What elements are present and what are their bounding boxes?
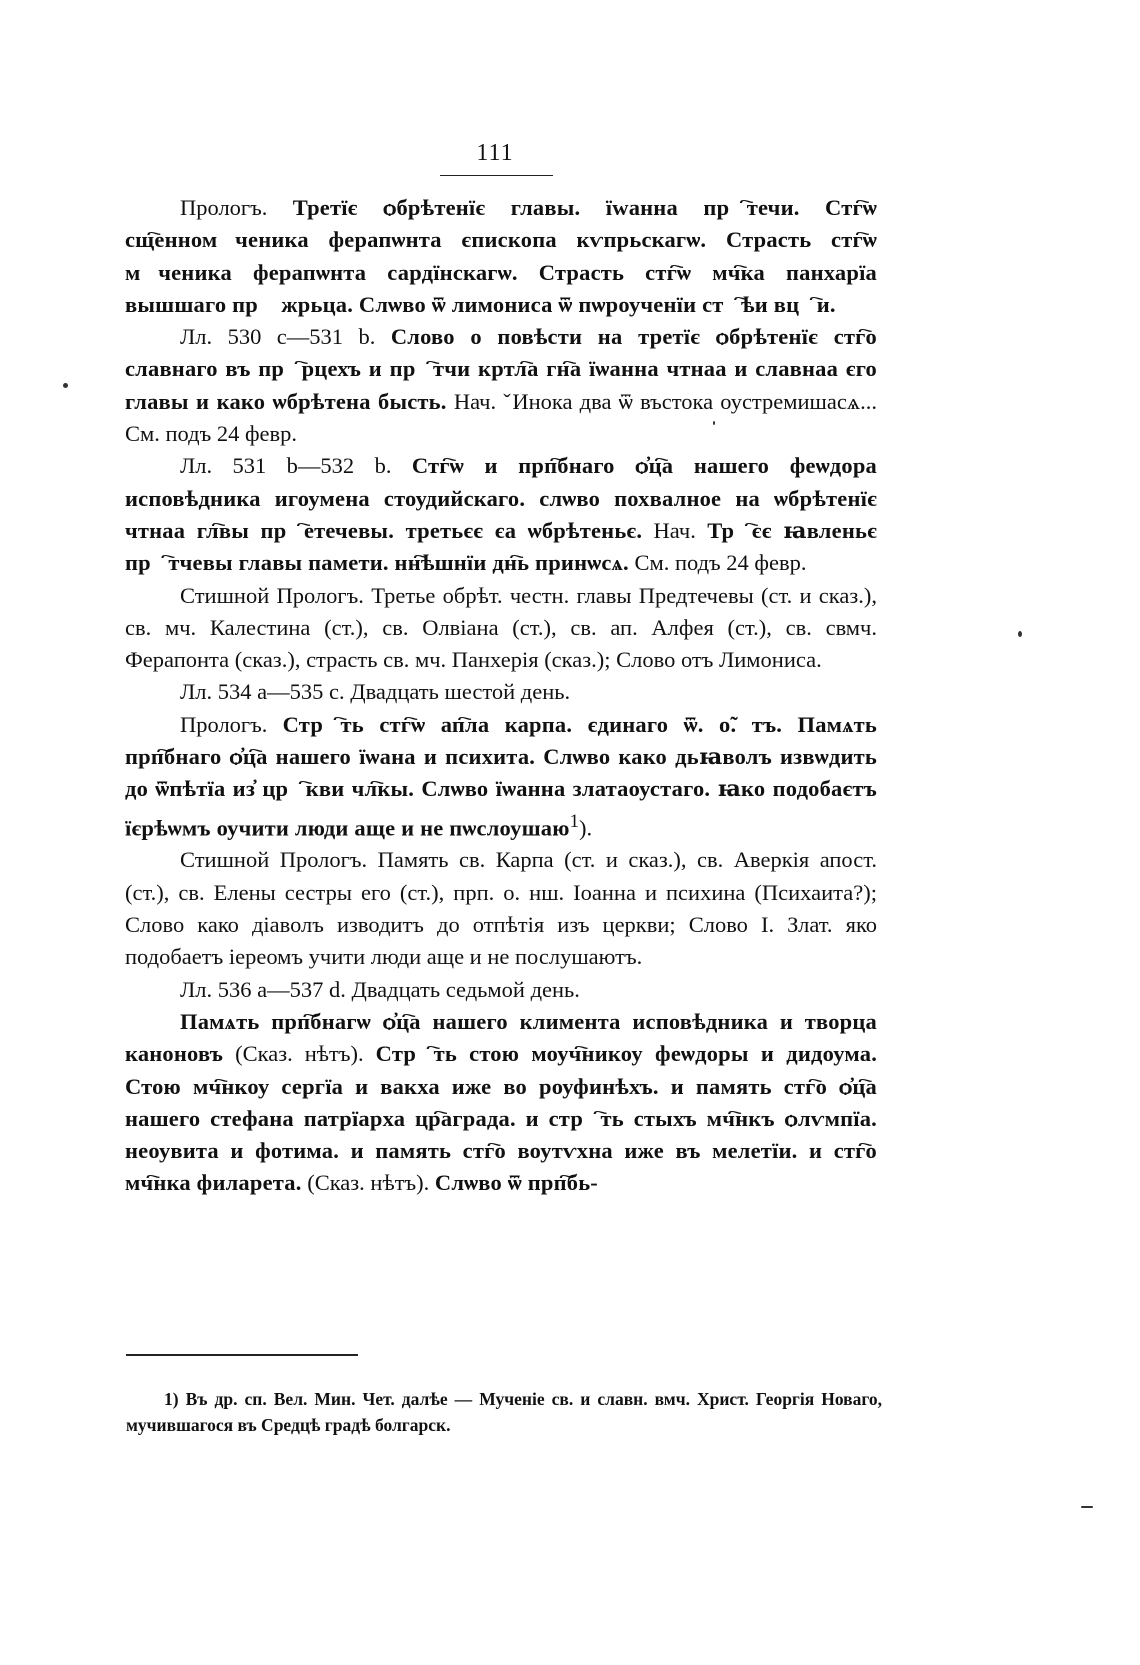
footnote-mark: 1)	[164, 1389, 179, 1409]
paragraph-text: Память св. Карпа (ст. и сказ.), св. Аверкiя апост. (ст.), св. Елены сестры его (ст.), прп. о. нш. Iоанна и психина (Психаита?); Слово како дiаволъ изводитъ до отпѣтiя изъ церкви; Слово I. Злат. яко подобаетъ iереомъ учити люди аще и не послушаютъ.	[125, 847, 877, 970]
footnote-text: Въ др. сп. Вел. Мин. Чет. далѣе — Мученiе св. и славн. вмч. Христ. Георгiя Новаго, мучившагося въ Средцѣ градѣ болгарск.	[126, 1389, 882, 1435]
page-number-rule	[440, 175, 553, 176]
paragraph-stishnoy-prolog-1	[125, 580, 877, 677]
paragraph-text: (Сказ. нѣтъ).	[235, 1041, 364, 1067]
paragraph-folio-530	[125, 321, 877, 450]
paragraph-tail: Нач. ˇИнока два ѿ въстока оустремишасѧ... См. подъ 24 февр.	[125, 388, 878, 447]
church-slavonic-text: Памѧть прп҇бнагѡ ѻ҆ц҇а нашего климента исповѣдника и творца каноновъ	[125, 1008, 877, 1067]
paragraph-folio-534	[125, 676, 877, 708]
paragraph-text: Третье обрѣт. честн. главы Предтечевы (ст. и сказ.), св. мч. Калестина (ст.), св. Олвiана (ст.), св. ап. Алфея (ст.), св. свмч. Ферапонта (сказ.), страсть св. мч. Панхерiя (сказ.); Слово отъ Лимониса.	[125, 582, 877, 673]
paragraph-text-after: ).	[579, 815, 593, 841]
paragraph-lead: Лл. 531 b—532 b.	[180, 453, 392, 479]
paragraph-tail-lead: Нач.	[653, 517, 696, 543]
paragraph-prolog-2	[125, 709, 877, 845]
church-slavonic-text: Слово о повѣсти на третїє ѻбрѣтенїє стг҇о славнаго въ прⷪ҇рцехъ и прⷮ҇тчи кртл҇а гн҇а їѡанна чтнаа и славнаа єго главы и како ѡбрѣтена бысть.	[125, 324, 877, 414]
page-number: 111	[476, 140, 514, 166]
paragraph-folio-536	[125, 974, 877, 1006]
paragraph-folio-531	[125, 450, 877, 579]
church-slavonic-text: Стрⷮ҇ть стг҇ѡ ап҇ла карпа. єдинаго ѿ. о̃. тъ. Памѧть прп҇бнаго ѻ҆ц҇а нашего їѡана и психита. Слѡво како дьꙗволъ извѡдить до ѿпѣтїа из҆ црⷦ҇кви чл҇кы. Слѡво їѡанна златаоустаго. ꙗко подобаєтъ їєрѣѡмъ оучити люди аще и не пѡслоушаю	[125, 711, 877, 841]
church-slavonic-text: Стг҇ѡ и прп҇бнаго ѻ҆ц҇а нашего феѡдора исповѣдника игоумена стоудийскаго. слѡво похвалное на ѡбрѣтенїє чтнаа гл҇вы прⷮ҇етечевы. третьєє єа ѡбрѣтеньє.	[125, 453, 878, 543]
scan-speck	[713, 421, 715, 425]
paragraph-lead: Лл. 534 а—535 с.	[180, 679, 345, 705]
scan-speck	[1018, 631, 1022, 637]
paragraph-lead: Прологъ.	[180, 711, 268, 737]
church-slavonic-text: Стрⷮ҇ть стою моуч҇никоу феѡдоры и дидоума. Стою мч҇нкоу сергїа и вакха иже во роуфинѣхъ. и память стг҇о ѻ҆ц҇а нашего стефана патрїарха цр҇аграда. и стрⷮ҇ть стыхъ мч҇нкъ ѻлѵмпїа. неоувита и фотима. и память стг҇о воутѵхна иже въ мелетїи. и стг҇о мч҇нка филарета.	[125, 1041, 878, 1196]
scan-speck	[1081, 1506, 1093, 1508]
paragraph-lead: Лл. 530 с—531 b.	[180, 324, 376, 350]
scan-speck	[63, 383, 68, 388]
day-heading: Двадцать шестой день.	[350, 679, 571, 705]
paragraph-memory	[125, 1006, 877, 1200]
paragraph-lead: Прологъ.	[180, 195, 268, 220]
church-slavonic-text: Слѡво ѿ прп҇бь-	[434, 1170, 598, 1196]
paragraph-lead: Лл. 536 а—537 d.	[180, 976, 346, 1002]
paragraph-prolog-1	[125, 192, 877, 321]
body-text	[125, 192, 877, 1200]
footnotes	[126, 1386, 882, 1438]
footnote-rule	[126, 1354, 358, 1356]
paragraph-lead: Стишной Прологъ.	[180, 582, 364, 608]
paragraph-stishnoy-prolog-2	[125, 844, 877, 973]
day-heading: Двадцать седьмой день.	[351, 976, 580, 1002]
footnote-marker[interactable]: 1	[569, 810, 579, 832]
paragraph-lead: Стишной Прологъ.	[180, 847, 368, 873]
paragraph-text: (Сказ. нѣтъ).	[307, 1170, 430, 1196]
footnote	[126, 1386, 882, 1438]
church-slavonic-text: Третїє ѻбрѣтенїє главы. їwанна прⷮ҇течи. Стг҇ѡ сщ҇енномꙋченика ферапѡнта єпископа кѵпрьскагѡ. Страсть стг҇ѡ мꙋченика ферапѡнта сардїнскагѡ. Страсть стг҇ѡ мч҇ка панхарїа вышшаго прⷣ жрьца. Слѡво ѿ лимониса ѿ пѡроученїи стⷮ҇ѣи вцⷭ҇и.	[125, 195, 877, 317]
church-slavonic-text: Трⷮ҇єє ꙗвленьє прⷮ҇тчевы главы памети. нн҇ѣшнїи дн҇ь принѡсѧ.	[125, 517, 878, 576]
paragraph-tail-end: См. подъ 24 февр.	[634, 550, 807, 576]
